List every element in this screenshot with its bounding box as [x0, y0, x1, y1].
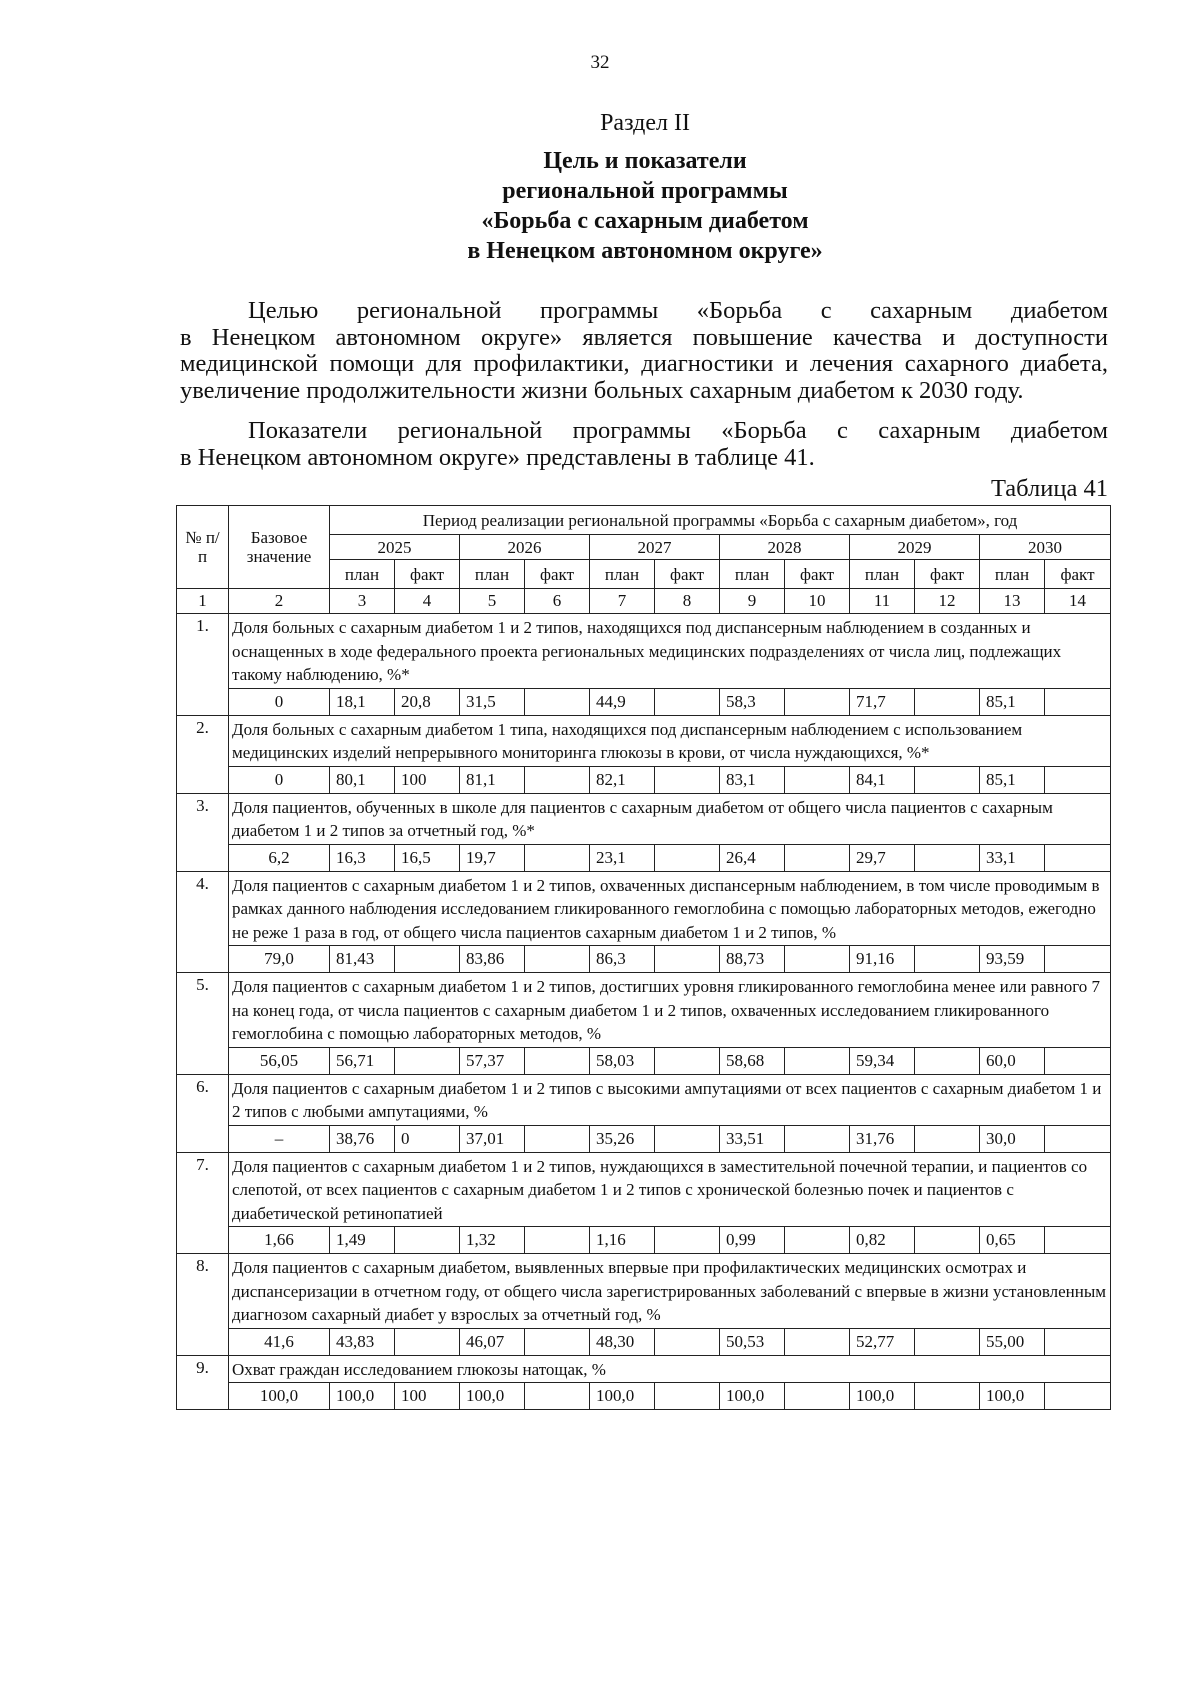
plan-value-cell: 50,53 [720, 1328, 785, 1355]
table-header [177, 506, 1111, 614]
plan-value-cell: 30,0 [980, 1125, 1045, 1152]
column-number: 2 [229, 589, 330, 614]
plan-value-cell: 91,16 [850, 946, 915, 973]
plan-value-cell: 35,26 [590, 1125, 655, 1152]
indicator-number: 5. [177, 973, 229, 1075]
indicator-number: 8. [177, 1254, 229, 1356]
header-year: 2028 [720, 535, 850, 560]
plan-value-cell: 81,43 [330, 946, 395, 973]
indicator-name: Доля пациентов с сахарным диабетом 1 и 2 типов, достигших уровня гликированного гемоглобина менее или равного 7 на конец года, от числа пациентов с сахарным диабетом 1 и 2 типов, охваченных исследованием гликированного гемоглобина с помощью лабораторных методов, % [229, 973, 1111, 1048]
plan-value-cell: 100,0 [720, 1383, 785, 1410]
plan-value-cell: 59,34 [850, 1047, 915, 1074]
plan-value-cell: 82,1 [590, 766, 655, 793]
fact-value-cell [655, 844, 720, 871]
fact-value-cell [525, 1328, 590, 1355]
column-number: 9 [720, 589, 785, 614]
column-number: 1 [177, 589, 229, 614]
paragraph-line: в Ненецком автономном округе» является повышение качества и доступности [180, 324, 1108, 351]
fact-value-cell: 0 [395, 1125, 460, 1152]
indicator-values-row [177, 688, 1111, 715]
header-plan: план [330, 560, 395, 589]
plan-value-cell: 0,99 [720, 1227, 785, 1254]
table-body [177, 614, 1111, 1410]
plan-value-cell: 19,7 [460, 844, 525, 871]
header-fact: факт [785, 560, 850, 589]
indicator-number: 9. [177, 1355, 229, 1410]
fact-value-cell [915, 1383, 980, 1410]
fact-value-cell [655, 1328, 720, 1355]
paragraph-line: в Ненецком автономном округе» представлены в таблице 41. [180, 444, 815, 471]
indicator-values-row [177, 1227, 1111, 1254]
indicator-number: 3. [177, 793, 229, 871]
fact-value-cell [915, 1227, 980, 1254]
indicator-name: Доля пациентов с сахарным диабетом, выявленных впервые при профилактических медицинских осмотрах и диспансеризации в отчетном году, от общего числа зарегистрированных заболеваний с впервые в жизни установленным диагнозом сахарный диабет у взрослых за отчетный год, % [229, 1254, 1111, 1329]
table-caption: Таблица 41 [990, 475, 1108, 502]
paragraph-line: увеличение продолжительности жизни больных сахарным диабетом к 2030 году. [180, 377, 1024, 404]
column-number: 8 [655, 589, 720, 614]
indicator-number: 1. [177, 614, 229, 716]
plan-value-cell: 48,30 [590, 1328, 655, 1355]
header-number: № п/п [177, 506, 229, 589]
fact-value-cell [1045, 1047, 1111, 1074]
fact-value-cell [1045, 1383, 1111, 1410]
header-fact: факт [915, 560, 980, 589]
goal-paragraph [180, 298, 1108, 404]
plan-value-cell: 83,1 [720, 766, 785, 793]
indicator-values-row [177, 946, 1111, 973]
fact-value-cell: 100 [395, 1383, 460, 1410]
fact-value-cell [395, 1227, 460, 1254]
indicator-number: 4. [177, 871, 229, 973]
indicator-name-row [177, 1355, 1111, 1383]
indicator-name-row [177, 1074, 1111, 1125]
plan-value-cell: 88,73 [720, 946, 785, 973]
fact-value-cell [915, 766, 980, 793]
plan-value-cell: 71,7 [850, 688, 915, 715]
document-heading [0, 146, 1200, 266]
fact-value-cell [785, 1383, 850, 1410]
fact-value-cell [1045, 766, 1111, 793]
plan-value-cell: 43,83 [330, 1328, 395, 1355]
indicator-values-row [177, 844, 1111, 871]
plan-value-cell: 33,1 [980, 844, 1045, 871]
fact-value-cell [655, 688, 720, 715]
header-fact: факт [655, 560, 720, 589]
plan-value-cell: 100,0 [590, 1383, 655, 1410]
indicator-name: Доля больных с сахарным диабетом 1 типа, находящихся под диспансерным наблюдением с использованием медицинских изделий непрерывного мониторинга глюкозы в крови, от числа нуждающихся, %* [229, 715, 1111, 766]
plan-value-cell: 0,65 [980, 1227, 1045, 1254]
indicator-name-row [177, 793, 1111, 844]
indicator-name-row [177, 871, 1111, 946]
base-value-cell: 0 [229, 688, 330, 715]
plan-value-cell: 81,1 [460, 766, 525, 793]
plan-value-cell: 100,0 [850, 1383, 915, 1410]
plan-value-cell: 38,76 [330, 1125, 395, 1152]
indicator-name-row [177, 614, 1111, 689]
fact-value-cell [915, 844, 980, 871]
indicator-name: Охват граждан исследованием глюкозы натощак, % [229, 1355, 1111, 1383]
section-label: Раздел II [600, 110, 690, 136]
column-number: 11 [850, 589, 915, 614]
indicator-name-row [177, 715, 1111, 766]
plan-value-cell: 100,0 [460, 1383, 525, 1410]
fact-value-cell [785, 1328, 850, 1355]
fact-value-cell [525, 1383, 590, 1410]
header-plan: план [720, 560, 785, 589]
fact-value-cell [655, 766, 720, 793]
indicator-values-row [177, 1125, 1111, 1152]
base-value-cell: 1,66 [229, 1227, 330, 1254]
fact-value-cell [785, 946, 850, 973]
plan-value-cell: 57,37 [460, 1047, 525, 1074]
header-plan: план [590, 560, 655, 589]
fact-value-cell [525, 1227, 590, 1254]
fact-value-cell [1045, 946, 1111, 973]
fact-value-cell [525, 1047, 590, 1074]
plan-value-cell: 58,3 [720, 688, 785, 715]
base-value-cell: 79,0 [229, 946, 330, 973]
plan-value-cell: 85,1 [980, 688, 1045, 715]
plan-value-cell: 37,01 [460, 1125, 525, 1152]
base-value-cell: 0 [229, 766, 330, 793]
base-value-cell: – [229, 1125, 330, 1152]
paragraph-line: Показатели региональной программы «Борьба с сахарным диабетом [248, 418, 1108, 444]
fact-value-cell [1045, 1125, 1111, 1152]
plan-value-cell: 100,0 [980, 1383, 1045, 1410]
indicator-values-row [177, 766, 1111, 793]
plan-value-cell: 29,7 [850, 844, 915, 871]
indicator-name-row [177, 1152, 1111, 1227]
indicator-name: Доля пациентов с сахарным диабетом 1 и 2 типов, нуждающихся в заместительной почечной терапии, и пациентов со слепотой, от всех пациентов с сахарным диабетом 1 и 2 типов с хронической болезнью почек и пациентов с диабетической ретинопатией [229, 1152, 1111, 1227]
header-base-value: Базовое значение [229, 506, 330, 589]
plan-value-cell: 18,1 [330, 688, 395, 715]
column-number: 13 [980, 589, 1045, 614]
header-period: Период реализации региональной программы «Борьба с сахарным диабетом», год [330, 506, 1111, 535]
indicator-name-row [177, 1254, 1111, 1329]
fact-value-cell [525, 1125, 590, 1152]
fact-value-cell [395, 1328, 460, 1355]
indicators-paragraph [180, 418, 1108, 471]
plan-value-cell: 56,71 [330, 1047, 395, 1074]
fact-value-cell [785, 766, 850, 793]
fact-value-cell [525, 766, 590, 793]
indicator-name: Доля больных с сахарным диабетом 1 и 2 типов, находящихся под диспансерным наблюдением в созданных и оснащенных в ходе федерального проекта региональных медицинских подразделениях от числа лиц, подлежащих такому наблюдению, %* [229, 614, 1111, 689]
fact-value-cell [1045, 844, 1111, 871]
fact-value-cell [655, 1047, 720, 1074]
plan-value-cell: 23,1 [590, 844, 655, 871]
column-number: 14 [1045, 589, 1111, 614]
indicator-values-row [177, 1383, 1111, 1410]
plan-value-cell: 58,03 [590, 1047, 655, 1074]
fact-value-cell [785, 1227, 850, 1254]
header-plan: план [460, 560, 525, 589]
header-fact: факт [395, 560, 460, 589]
indicator-number: 6. [177, 1074, 229, 1152]
plan-value-cell: 31,5 [460, 688, 525, 715]
fact-value-cell [915, 1328, 980, 1355]
column-number: 7 [590, 589, 655, 614]
fact-value-cell [915, 946, 980, 973]
plan-value-cell: 100,0 [330, 1383, 395, 1410]
header-year: 2026 [460, 535, 590, 560]
paragraph-line: медицинской помощи для профилактики, диагностики и лечения сахарного диабета, [180, 351, 1108, 377]
plan-value-cell: 0,82 [850, 1227, 915, 1254]
indicator-values-row [177, 1328, 1111, 1355]
plan-value-cell: 93,59 [980, 946, 1045, 973]
indicator-name: Доля пациентов, обученных в школе для пациентов с сахарным диабетом от общего числа пациентов с сахарным диабетом 1 и 2 типов за отчетный год, %* [229, 793, 1111, 844]
fact-value-cell [655, 1125, 720, 1152]
plan-value-cell: 1,16 [590, 1227, 655, 1254]
paragraph-line: Целью региональной программы «Борьба с сахарным диабетом [248, 298, 1108, 324]
fact-value-cell: 100 [395, 766, 460, 793]
fact-value-cell [525, 688, 590, 715]
plan-value-cell: 46,07 [460, 1328, 525, 1355]
indicator-number: 2. [177, 715, 229, 793]
indicators-table [176, 505, 1111, 1410]
fact-value-cell [915, 688, 980, 715]
plan-value-cell: 85,1 [980, 766, 1045, 793]
plan-value-cell: 80,1 [330, 766, 395, 793]
plan-value-cell: 44,9 [590, 688, 655, 715]
base-value-cell: 6,2 [229, 844, 330, 871]
plan-value-cell: 52,77 [850, 1328, 915, 1355]
header-year: 2029 [850, 535, 980, 560]
plan-value-cell: 31,76 [850, 1125, 915, 1152]
header-fact: факт [525, 560, 590, 589]
fact-value-cell [655, 1383, 720, 1410]
fact-value-cell [785, 1125, 850, 1152]
plan-value-cell: 1,49 [330, 1227, 395, 1254]
fact-value-cell [655, 946, 720, 973]
header-plan: план [850, 560, 915, 589]
header-year: 2030 [980, 535, 1111, 560]
fact-value-cell [1045, 1328, 1111, 1355]
column-number: 12 [915, 589, 980, 614]
plan-value-cell: 84,1 [850, 766, 915, 793]
fact-value-cell [395, 946, 460, 973]
plan-value-cell: 83,86 [460, 946, 525, 973]
plan-value-cell: 1,32 [460, 1227, 525, 1254]
indicator-number: 7. [177, 1152, 229, 1254]
fact-value-cell: 16,5 [395, 844, 460, 871]
fact-value-cell [525, 946, 590, 973]
fact-value-cell [785, 688, 850, 715]
fact-value-cell [915, 1047, 980, 1074]
heading-line: «Борьба с сахарным диабетом [481, 208, 809, 234]
column-number: 4 [395, 589, 460, 614]
header-fact: факт [1045, 560, 1111, 589]
plan-value-cell: 60,0 [980, 1047, 1045, 1074]
indicator-values-row [177, 1047, 1111, 1074]
indicator-name: Доля пациентов с сахарным диабетом 1 и 2 типов с высокими ампутациями от всех пациентов с сахарным диабетом 1 и 2 типов с любыми ампутациями, % [229, 1074, 1111, 1125]
fact-value-cell [915, 1125, 980, 1152]
plan-value-cell: 33,51 [720, 1125, 785, 1152]
fact-value-cell [785, 1047, 850, 1074]
fact-value-cell [525, 844, 590, 871]
heading-line: в Ненецком автономном округе» [467, 238, 823, 264]
fact-value-cell [395, 1047, 460, 1074]
plan-value-cell: 58,68 [720, 1047, 785, 1074]
heading-line: региональной программы [502, 178, 788, 204]
column-number: 3 [330, 589, 395, 614]
header-year: 2027 [590, 535, 720, 560]
plan-value-cell: 55,00 [980, 1328, 1045, 1355]
column-number: 6 [525, 589, 590, 614]
base-value-cell: 41,6 [229, 1328, 330, 1355]
plan-value-cell: 86,3 [590, 946, 655, 973]
heading-line: Цель и показатели [543, 148, 747, 174]
fact-value-cell [1045, 1227, 1111, 1254]
fact-value-cell [1045, 688, 1111, 715]
fact-value-cell [655, 1227, 720, 1254]
plan-value-cell: 26,4 [720, 844, 785, 871]
column-number: 10 [785, 589, 850, 614]
fact-value-cell: 20,8 [395, 688, 460, 715]
header-year: 2025 [330, 535, 460, 560]
indicator-name: Доля пациентов с сахарным диабетом 1 и 2 типов, охваченных диспансерным наблюдением, в том числе проводимым в рамках данного наблюдения исследованием гликированного гемоглобина с помощью лабораторных методов, ежегодно не реже 1 раза в год, от общего числа пациентов сахарным диабетом 1 и 2 типов, % [229, 871, 1111, 946]
page-number: 32 [590, 52, 610, 73]
indicator-name-row [177, 973, 1111, 1048]
column-number: 5 [460, 589, 525, 614]
base-value-cell: 100,0 [229, 1383, 330, 1410]
header-plan: план [980, 560, 1045, 589]
base-value-cell: 56,05 [229, 1047, 330, 1074]
plan-value-cell: 16,3 [330, 844, 395, 871]
fact-value-cell [785, 844, 850, 871]
